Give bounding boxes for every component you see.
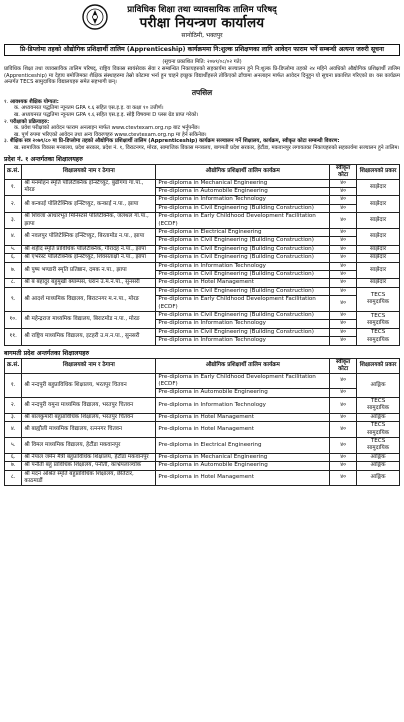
office-name: परीक्षा नियन्त्रण कार्यालय [139,15,265,31]
institution-name: श्री बालकुमारी बहुप्राविधिक शिक्षालय, भरतपुर चितवन [22,413,156,421]
program-name: Pre-diploma in Civil Engineering (Building Construction) [156,204,330,212]
institution-name: श्री शहीद स्मृति प्राविधिक पोलिटेक्निक, गौरादह न.पा., झापा [22,245,156,253]
quota-value: ४० [330,262,357,270]
details-item-text: अध्ययनरत पद्धतिमा न्यूनतम GPA १.६ सहित एस.इ.इ. वा कक्षा १० उत्तीर्ण। [21,105,164,112]
table-row [5,179,400,187]
column-header: शिक्षालयको प्रकार [357,358,400,373]
bagmati-table [4,358,400,487]
details-item [4,138,400,145]
table-row [5,328,400,336]
quota-value: ४० [330,453,357,461]
institution-type: आङ्गिक [357,453,400,461]
quota-value: ४० [330,254,357,262]
institution-type: TECS सामुदायिक [357,287,400,311]
details-item-number: २. [4,118,10,125]
intro-paragraph: प्राविधिक शिक्षा तथा व्यावसायिक तालिम परिषद्, राष्ट्रिय विकास स्वयंसेवक सेवा र सम्बन्धित निकायहरुको सहकार्यमा सञ्चालन हुने नि:शुल्क प्रि-डिप्लोमा तहको २४ महिने अवधिको औद्योगिक प्रशिक्षार्थी तालिम (Apprenticeship) मा देहाय बमोजिमका शैक्षिक संस्थाहरुमा तेस्रो कोटामा भर्ना हुन चाहने इच्छुक विद्यार्थीहरुले तोकिएको ढाँचामा अनलाइन मार्फत आवेदन दिनुहुन यो सूचना प्रकाशित गरिएको छ। यस कार्यक्रम अन्तर्गत TECS सामुदायिक विद्यालयहरु समेत सहभागी छन्। [4,66,400,86]
quota-value: ४० [330,320,357,328]
header [4,2,400,42]
details-item [4,105,400,112]
details-list [4,99,400,152]
table-row [5,373,400,389]
quota-value: ४० [330,413,357,421]
program-name: Pre-diploma in Civil Engineering (Building Construction) [156,328,330,336]
program-name: Pre-diploma in Civil Engineering (Building Construction) [156,237,330,245]
program-name: Pre-diploma in Hotel Management [156,470,330,486]
quota-value: ४० [330,397,357,413]
row-number: ५. [5,437,22,453]
column-header: स्वीकृत कोटा [330,164,357,179]
institution-type: साझेदार [357,279,400,287]
institution-name: श्री नन्दपुरी यमुना माध्यमिक विद्यालय, भरतपुर चितवन [22,397,156,413]
table-row [5,462,400,470]
program-name: Pre-diploma in Information Technology [156,397,330,413]
program-name: Pre-diploma in Hotel Management [156,279,330,287]
institution-type: TECS सामुदायिक [357,397,400,413]
program-name: Pre-diploma in Hotel Management [156,413,330,421]
program-name: Pre-diploma in Information Technology [156,337,330,345]
row-number: ५. [5,245,22,253]
table-row [5,422,400,438]
column-header: क्र.सं. [5,358,22,373]
institution-type: आङ्गिक [357,470,400,486]
institution-type: साझेदार [357,179,400,196]
column-header: औद्योगिक प्रशिक्षार्थी तालिम कार्यक्रम [156,164,330,179]
row-number: ४. [5,228,22,245]
row-number: २. [5,397,22,413]
program-name: Pre-diploma in Automobile Engineering [156,462,330,470]
institution-type: साझेदार [357,228,400,245]
column-header: शिक्षालयको प्रकार [357,164,400,179]
details-item-text: अध्ययनरत पद्धतिमा न्यूनतम GPA १.६ सहित एस.इ.इ. सोह्रै विषयमा D प्लस ग्रेड प्राप्त गरेको। [21,111,199,118]
details-item-number: ख. [14,111,22,118]
quota-value: ४० [330,389,357,397]
table-row [5,453,400,461]
column-header: शिक्षालयको नाम र ठेगाना [22,164,156,179]
institution-name: श्री बाह्यौली माध्यमिक विद्यालय, रत्ननगर चितवन [22,422,156,438]
quota-value: ४० [330,312,357,320]
program-name: Pre-diploma in Mechanical Engineering [156,453,330,461]
program-name: Pre-diploma in Civil Engineering (Building Construction) [156,271,330,279]
row-number: १. [5,373,22,397]
quota-value: ४० [330,196,357,204]
quota-value: ४० [330,271,357,279]
program-name: Pre-diploma in Civil Engineering (Building Construction) [156,254,330,262]
table-row [5,413,400,421]
institution-type: साझेदार [357,262,400,279]
institution-type: साझेदार [357,245,400,253]
details-item-text: प्रवेश परीक्षाको आवेदन फाराम अनलाइन मार्फत www.ctevtexam.org.np बाट भर्नुपर्नेछ। [21,125,200,132]
institution-name: श्री मनमोहन स्मृति पोलिटेक्निक इन्स्टिच्युट, बुढीगंगा गा.पा., मोरङ [22,179,156,196]
institution-name: श्री कन्काई पोलिटेक्निक इन्स्टिच्युट, कन्काई न.पा., झापा [22,196,156,213]
institution-name: श्री मदन अश्रित स्मृति बहुप्राविधिक शिक्षालय, छेतिटार, काठमाडौं [22,470,156,486]
quota-value: ४० [330,373,357,389]
council-name: प्राविधिक शिक्षा तथा व्यावसायिक तालिम परिषद् [127,5,277,15]
quota-value: ४० [330,470,357,486]
quota-value: ४० [330,279,357,287]
row-number: ९. [5,287,22,311]
row-number: १०. [5,312,22,329]
row-number: ४. [5,422,22,438]
institution-type: TECS सामुदायिक [357,312,400,329]
row-number: ७. [5,262,22,279]
institution-name: श्री ब बहादुर बहुमुखी क्याम्पस, धरान उ.म.न.पा., सुनसरी [22,279,156,287]
table-row [5,437,400,453]
publish-date: (सूचना प्रकाशित मिति: २०७९/०८/०२ गते) [162,59,242,65]
quota-value: ४० [330,422,357,438]
row-number: ८. [5,470,22,486]
details-item-number: ख. [14,144,22,151]
program-name: Pre-diploma in Early Childhood Development Facilitation (ECDF) [156,373,330,389]
institution-name: श्री विमल माध्यमिक विद्यालय, हेटौंडा मकवानपुर [22,437,156,453]
table-row [5,213,400,229]
quota-value: ४० [330,296,357,312]
table-row [5,196,400,204]
province1-table [4,164,400,346]
institution-type: आङ्गिक [357,373,400,397]
details-title: तपसिल [191,87,213,97]
program-name: Pre-diploma in Early Childhood Development Facilitation (ECDF) [156,213,330,229]
table-row [5,279,400,287]
notice-page [4,2,400,718]
program-name: Pre-diploma in Electrical Engineering [156,228,330,236]
row-number: ८. [5,279,22,287]
institution-name: श्री नन्दपुरी बहुप्राविधिक शिक्षालय, भरतपुर चितवन [22,373,156,397]
quota-value: ४० [330,328,357,336]
quota-value: ४० [330,237,357,245]
institution-name: श्री महेन्द्रराज माध्यमिक विद्यालय, बिराटमोड न.पा., मोरङ [22,312,156,329]
institution-name: श्री पुष्प भण्डारी स्मृति प्रतिष्ठान, दमक न.पा., झापा [22,262,156,279]
program-name: Pre-diploma in Information Technology [156,262,330,270]
details-item-text: सामाजिक विकास मन्त्रालय, प्रदेश सरकार, प्रदेश नं. १, विराटनगर, मोरङ, सामाजिक विकास मन्त्रालय, बागमती प्रदेश सरकार, हेटौंडा, मकवानपुर लगायतका निकायहरुको सहकार्यमा सञ्चालन हुने तालिम। [21,144,400,151]
institution-type: TECS सामुदायिक [357,437,400,453]
notice-subject: प्रि-डिप्लोमा तहको औद्योगिक प्रशिक्षार्थी तालिम (Apprenticeship) कार्यक्रममा नि:शुल्क प्रशिक्षणका लागि आवेदन फाराम भर्ने सम्बन्धी अत्यन्त जरुरी सूचना [4,44,400,56]
row-number: ३. [5,213,22,229]
row-number: ६. [5,453,22,461]
program-name: Pre-diploma in Automobile Engineering [156,187,330,195]
row-number: १. [5,179,22,196]
quota-value: ४० [330,179,357,187]
quota-value: ४० [330,462,357,470]
row-number: ६. [5,254,22,262]
column-header: शिक्षालयको नाम र ठेगाना [22,358,156,373]
details-item-title: शैक्षिक सत्र २०७९/८० मा प्रि-डिप्लोमा तहको औद्योगिक प्रशिक्षार्थी तालिम (Apprenticeship) कार्यक्रम सञ्चालन गर्ने शिक्षालय, कार्यक्रम, स्वीकृत कोटा सम्बन्धी विवरण: [10,138,340,145]
program-name: Pre-diploma in Civil Engineering (Building Construction) [156,287,330,295]
institution-type: आङ्गिक [357,413,400,421]
program-name: Pre-diploma in Hotel Management [156,422,330,438]
details-item [4,145,400,152]
institution-type: TECS सामुदायिक [357,328,400,345]
program-name: Pre-diploma in Electrical Engineering [156,437,330,453]
table-row [5,245,400,253]
institution-type: आङ्गिक [357,462,400,470]
program-name: Pre-diploma in Information Technology [156,196,330,204]
institution-name: श्री पनौती बहु प्राविधिक शिक्षालय, पनौती, काभ्रेपलाञ्चोक [22,462,156,470]
table-row [5,312,400,320]
details-item-number: क. [14,105,22,112]
institution-type: साझेदार [357,254,400,262]
details-item-number: ख. [14,131,22,138]
program-name: Pre-diploma in Civil Engineering (Building Construction) [156,245,330,253]
section-bagmati-title: बागमती प्रदेश अन्तर्गतका शिक्षालयहरु [4,349,90,357]
institution-name: श्री शिवजा आधारभूत मिनिस्टर्स पोलिटेक्निक, जलथल गा.पा., झापा [22,213,156,229]
institution-type: TECS सामुदायिक [357,422,400,438]
details-item [4,125,400,132]
details-item [4,112,400,119]
row-number: २. [5,196,22,213]
column-header: औद्योगिक प्रशिक्षार्थी तालिम कार्यक्रम [156,358,330,373]
details-item-number: ३. [4,138,10,145]
row-number: ३. [5,413,22,421]
quota-value: ४० [330,228,357,236]
program-name: Pre-diploma in Mechanical Engineering [156,179,330,187]
column-header: स्वीकृत कोटा [330,358,357,373]
quota-value: ४० [330,187,357,195]
institution-name: श्री नवलपुर पोलिटेक्निक इन्स्टिच्युट, बिरतामोड न.पा., झापा [22,228,156,245]
institution-name: श्री राष्ट्रिय माध्यमिक विद्यालय, इटहरी उ.म.न.पा., सुनसरी [22,328,156,345]
institution-type: साझेदार [357,196,400,213]
program-name: Pre-diploma in Automobile Engineering [156,389,330,397]
institution-name: श्री एभरेस्ट पोलिटेक्निक इन्स्टिच्युट, शिवसताक्षी न.पा., झापा [22,254,156,262]
table-row [5,254,400,262]
quota-value: ४० [330,204,357,212]
details-item-title: परीक्षाको प्रक्रियाहरु: [10,118,50,125]
quota-value: ४० [330,287,357,295]
section-province1-title: प्रदेश नं. १ अन्तर्गतका शिक्षालयहरु [4,155,83,163]
institution-name: श्री नेपाल जर्मन मैत्री बहुप्राविधिक शिक्षालय, हेटौंडा मकवानपुर [22,453,156,461]
details-item-number: १. [4,98,10,105]
details-item-number: क. [14,125,22,132]
details-item-text: पूर्ण रुपमा भरिएको आवेदन तथा अन्य विवरणहरु www.ctevtexam.org.np मा हेर्न सकिनेछ। [21,131,207,138]
row-number: ७. [5,462,22,470]
table-row [5,262,400,270]
table-row [5,228,400,236]
office-address: सानोठिमी, भक्तपुर [181,32,223,39]
table-row [5,470,400,486]
details-item-title: आवश्यक शैक्षिक योग्यता: [10,98,59,105]
quota-value: ४० [330,245,357,253]
quota-value: ४० [330,213,357,229]
institution-name: श्री आदर्श माध्यमिक विद्यालय, बिराटनगर म.न.पा., मोरङ [22,287,156,311]
quota-value: ४० [330,337,357,345]
table-row [5,397,400,413]
program-name: Pre-diploma in Civil Engineering (Building Construction) [156,312,330,320]
row-number: ११. [5,328,22,345]
program-name: Pre-diploma in Information Technology [156,320,330,328]
quota-value: ४० [330,437,357,453]
table-row [5,287,400,295]
institution-type: साझेदार [357,213,400,229]
column-header: क्र.सं. [5,164,22,179]
program-name: Pre-diploma in Early Childhood Development Facilitation (ECDF) [156,296,330,312]
